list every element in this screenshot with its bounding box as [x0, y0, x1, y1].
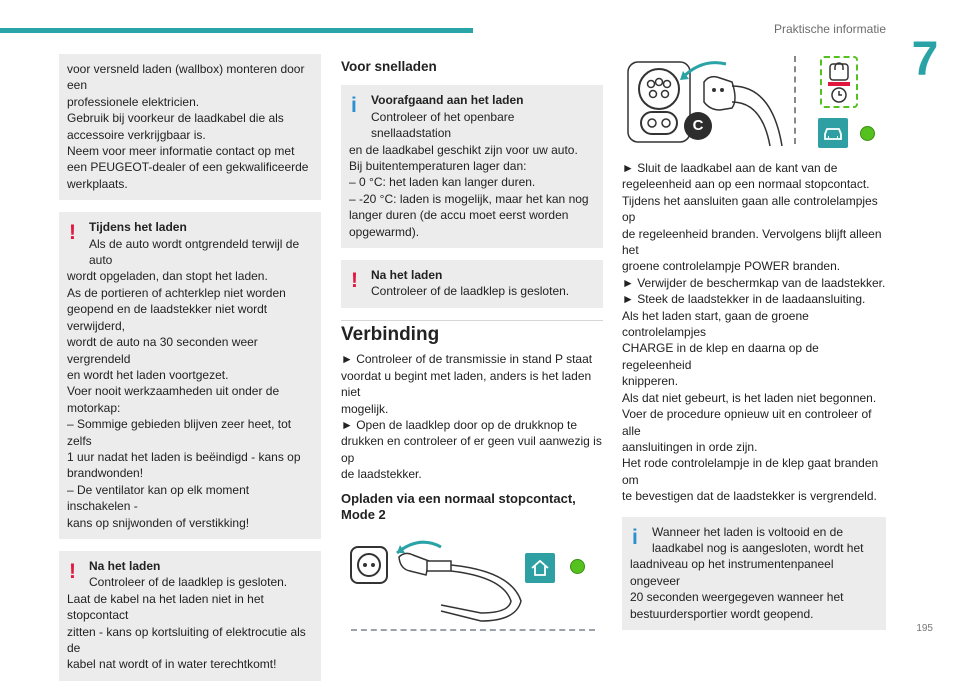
box-line: – -20 °C: laden is mogelijk, maar het kan nog: [349, 191, 589, 206]
box-line: Voer nooit werkzaamheden uit onder de: [67, 384, 280, 399]
warning-icon: !: [69, 559, 76, 583]
body-line: Als het laden start, gaan de groene controlelampjes: [622, 308, 809, 340]
body-line: Het rode controlelampje in de klep gaat branden om: [622, 456, 879, 487]
body-line: ► Verwijder de beschermkap van de laadstekker.: [622, 275, 886, 290]
body-line: voordat u begint met laden, anders is het laden niet: [341, 368, 592, 400]
body-line: te bevestigen dat de laadstekker is vergrendeld.: [622, 489, 877, 504]
callout-c-badge: C: [684, 112, 712, 140]
lock-led-panel: [820, 56, 858, 108]
box-title: Tijdens het laden: [89, 220, 187, 235]
page-number: 195: [916, 623, 933, 634]
box-line: wordt de auto na 30 seconden weer vergrendeld: [67, 335, 258, 366]
box-line: Bij buitentemperaturen lager dan:: [349, 159, 527, 174]
body-line: groene controlelampje POWER branden.: [622, 259, 841, 274]
intro-line: professionele elektricien.: [67, 94, 200, 109]
box-line: en wordt het laden voortgezet.: [67, 367, 229, 382]
body-line: Als dat niet gebeurt, is het laden niet begonnen.: [622, 390, 877, 405]
body-line: Tijdens het aansluiten gaan alle controlelampjes op: [622, 193, 878, 225]
info-icon: i: [351, 94, 357, 118]
section-divider: [341, 320, 603, 321]
box-line: en de laadkabel geschikt zijn voor uw auto.: [349, 142, 578, 157]
intro-box: [59, 54, 321, 200]
dashed-divider: [794, 56, 796, 144]
box-line: motorkap:: [67, 400, 121, 415]
car-icon: [818, 118, 848, 148]
warning-icon: !: [351, 269, 358, 293]
box-line: Laat de kabel na het laden niet in het stopcontact: [67, 591, 264, 623]
column-3: [622, 56, 886, 642]
ccs-socket-icon: [622, 56, 792, 152]
info-box-voorafgaand: [341, 85, 603, 248]
body-line: aansluitingen in orde zijn.: [622, 439, 758, 454]
column-1: [59, 54, 321, 693]
section-title: Praktische informatie: [773, 22, 886, 36]
column-2: [341, 57, 603, 631]
home-icon: [525, 553, 555, 583]
intro-line: accessoire verkrijgbaar is.: [67, 127, 206, 142]
intro-line: voor versneld laden (wallbox) monteren door een: [67, 62, 305, 93]
warning-box-tijdens-laden: [59, 212, 321, 539]
box-line: laadkabel nog is aangesloten, wordt het: [652, 540, 864, 555]
info-icon: i: [632, 525, 638, 549]
box-line: brandwonden!: [67, 466, 144, 481]
heading-mode2: Opladen via een normaal stopcontact, Mode 2: [341, 490, 576, 522]
warning-box-na-laden: [59, 551, 321, 681]
intro-line: werkplaats.: [67, 176, 128, 191]
box-line: As de portieren of achterklep niet worden: [67, 285, 286, 300]
box-line: 20 seconden weergegeven wanneer het: [630, 590, 844, 605]
intro-line: Gebruik bij voorkeur de laadkabel die als: [67, 111, 284, 126]
body-line: drukken en controleer of er geen vuil aanwezig is op: [341, 434, 602, 465]
body-line: ► Open de laadklep door op de drukknop te: [341, 417, 578, 432]
box-line: zitten - kans op kortsluiting of elektrocutie als de: [67, 624, 306, 655]
heading-snelladen: Voor snelladen: [341, 59, 437, 74]
dashed-separator: [351, 629, 595, 631]
body-line: knipperen.: [622, 374, 679, 389]
box-line: 1 uur nadat het laden is beëindigd - kans op: [67, 449, 301, 464]
box-line: bestuurdersportier wordt geopend.: [630, 606, 814, 621]
box-lead: Controleer of de laadklep is gesloten.: [89, 575, 288, 590]
body-line: mogelijk.: [341, 401, 389, 416]
box-lead: Wanneer het laden is voltooid en de: [652, 524, 844, 539]
body-line: de regeleenheid branden. Vervolgens blijft alleen het: [622, 226, 882, 258]
box-line: laadniveau op het instrumentenpaneel ongeveer: [630, 557, 834, 588]
header-accent-bar: [0, 28, 473, 33]
green-led-icon: [860, 126, 875, 141]
body-line: ► Steek de laadstekker in de laadaansluiting.: [622, 292, 866, 307]
box-line: – Sommige gebieden blijven zeer heet, tot zelfs: [67, 417, 292, 448]
box-line: langer duren (de accu moet eerst worden: [349, 208, 569, 223]
intro-line: een PEUGEOT-dealer of een gekwalificeerde: [67, 160, 309, 175]
box-lead: Controleer of de laadklep is gesloten.: [371, 284, 570, 299]
box-line: kans op snijwonden of verstikking!: [67, 515, 250, 530]
procedure-text: [622, 160, 886, 505]
mode2-illustration: [341, 531, 603, 631]
box-line: – 0 °C: het laden kan langer duren.: [349, 175, 536, 190]
box-title: Na het laden: [89, 558, 161, 573]
body-line: Voer de procedure opnieuw uit en controleer of alle: [622, 407, 872, 438]
intro-line: Neem voor meer informatie contact op met: [67, 144, 295, 159]
info-box-voltooid: [622, 517, 886, 630]
body-line: ► Controleer of de transmissie in stand P staat: [341, 352, 593, 367]
box-line: geopend en de laadstekker niet wordt verwijderd,: [67, 302, 268, 333]
box-title: Voorafgaand aan het laden: [371, 93, 524, 108]
box-line: kabel nat wordt of in water terechtkomt!: [67, 657, 277, 672]
charge-plug-icon: [391, 541, 541, 631]
box-line: opgewarmd).: [349, 224, 420, 239]
heading-verbinding: Verbinding: [341, 323, 440, 345]
fast-charge-illustration: [622, 56, 884, 152]
lock-icon: [822, 58, 856, 106]
body-line: regeleenheid aan op een normaal stopcontact.: [622, 177, 870, 192]
body-line: ► Sluit de laadkabel aan de kant van de: [622, 161, 838, 175]
green-led-icon: [570, 559, 585, 574]
warning-box-na-laden-2: [341, 260, 603, 308]
box-line: wordt opgeladen, dan stopt het laden.: [67, 269, 268, 284]
box-line: – De ventilator kan op elk moment inschakelen -: [67, 482, 250, 514]
box-lead: Controleer of het openbare snellaadstation: [371, 109, 515, 141]
box-lead: Als de auto wordt ontgrendeld terwijl de auto: [89, 236, 300, 268]
box-title: Na het laden: [371, 268, 443, 283]
body-line: de laadstekker.: [341, 467, 422, 482]
chapter-number: 7: [911, 33, 939, 86]
warning-icon: !: [69, 221, 76, 245]
body-line: CHARGE in de klep en daarna op de regeleenheid: [622, 341, 819, 372]
